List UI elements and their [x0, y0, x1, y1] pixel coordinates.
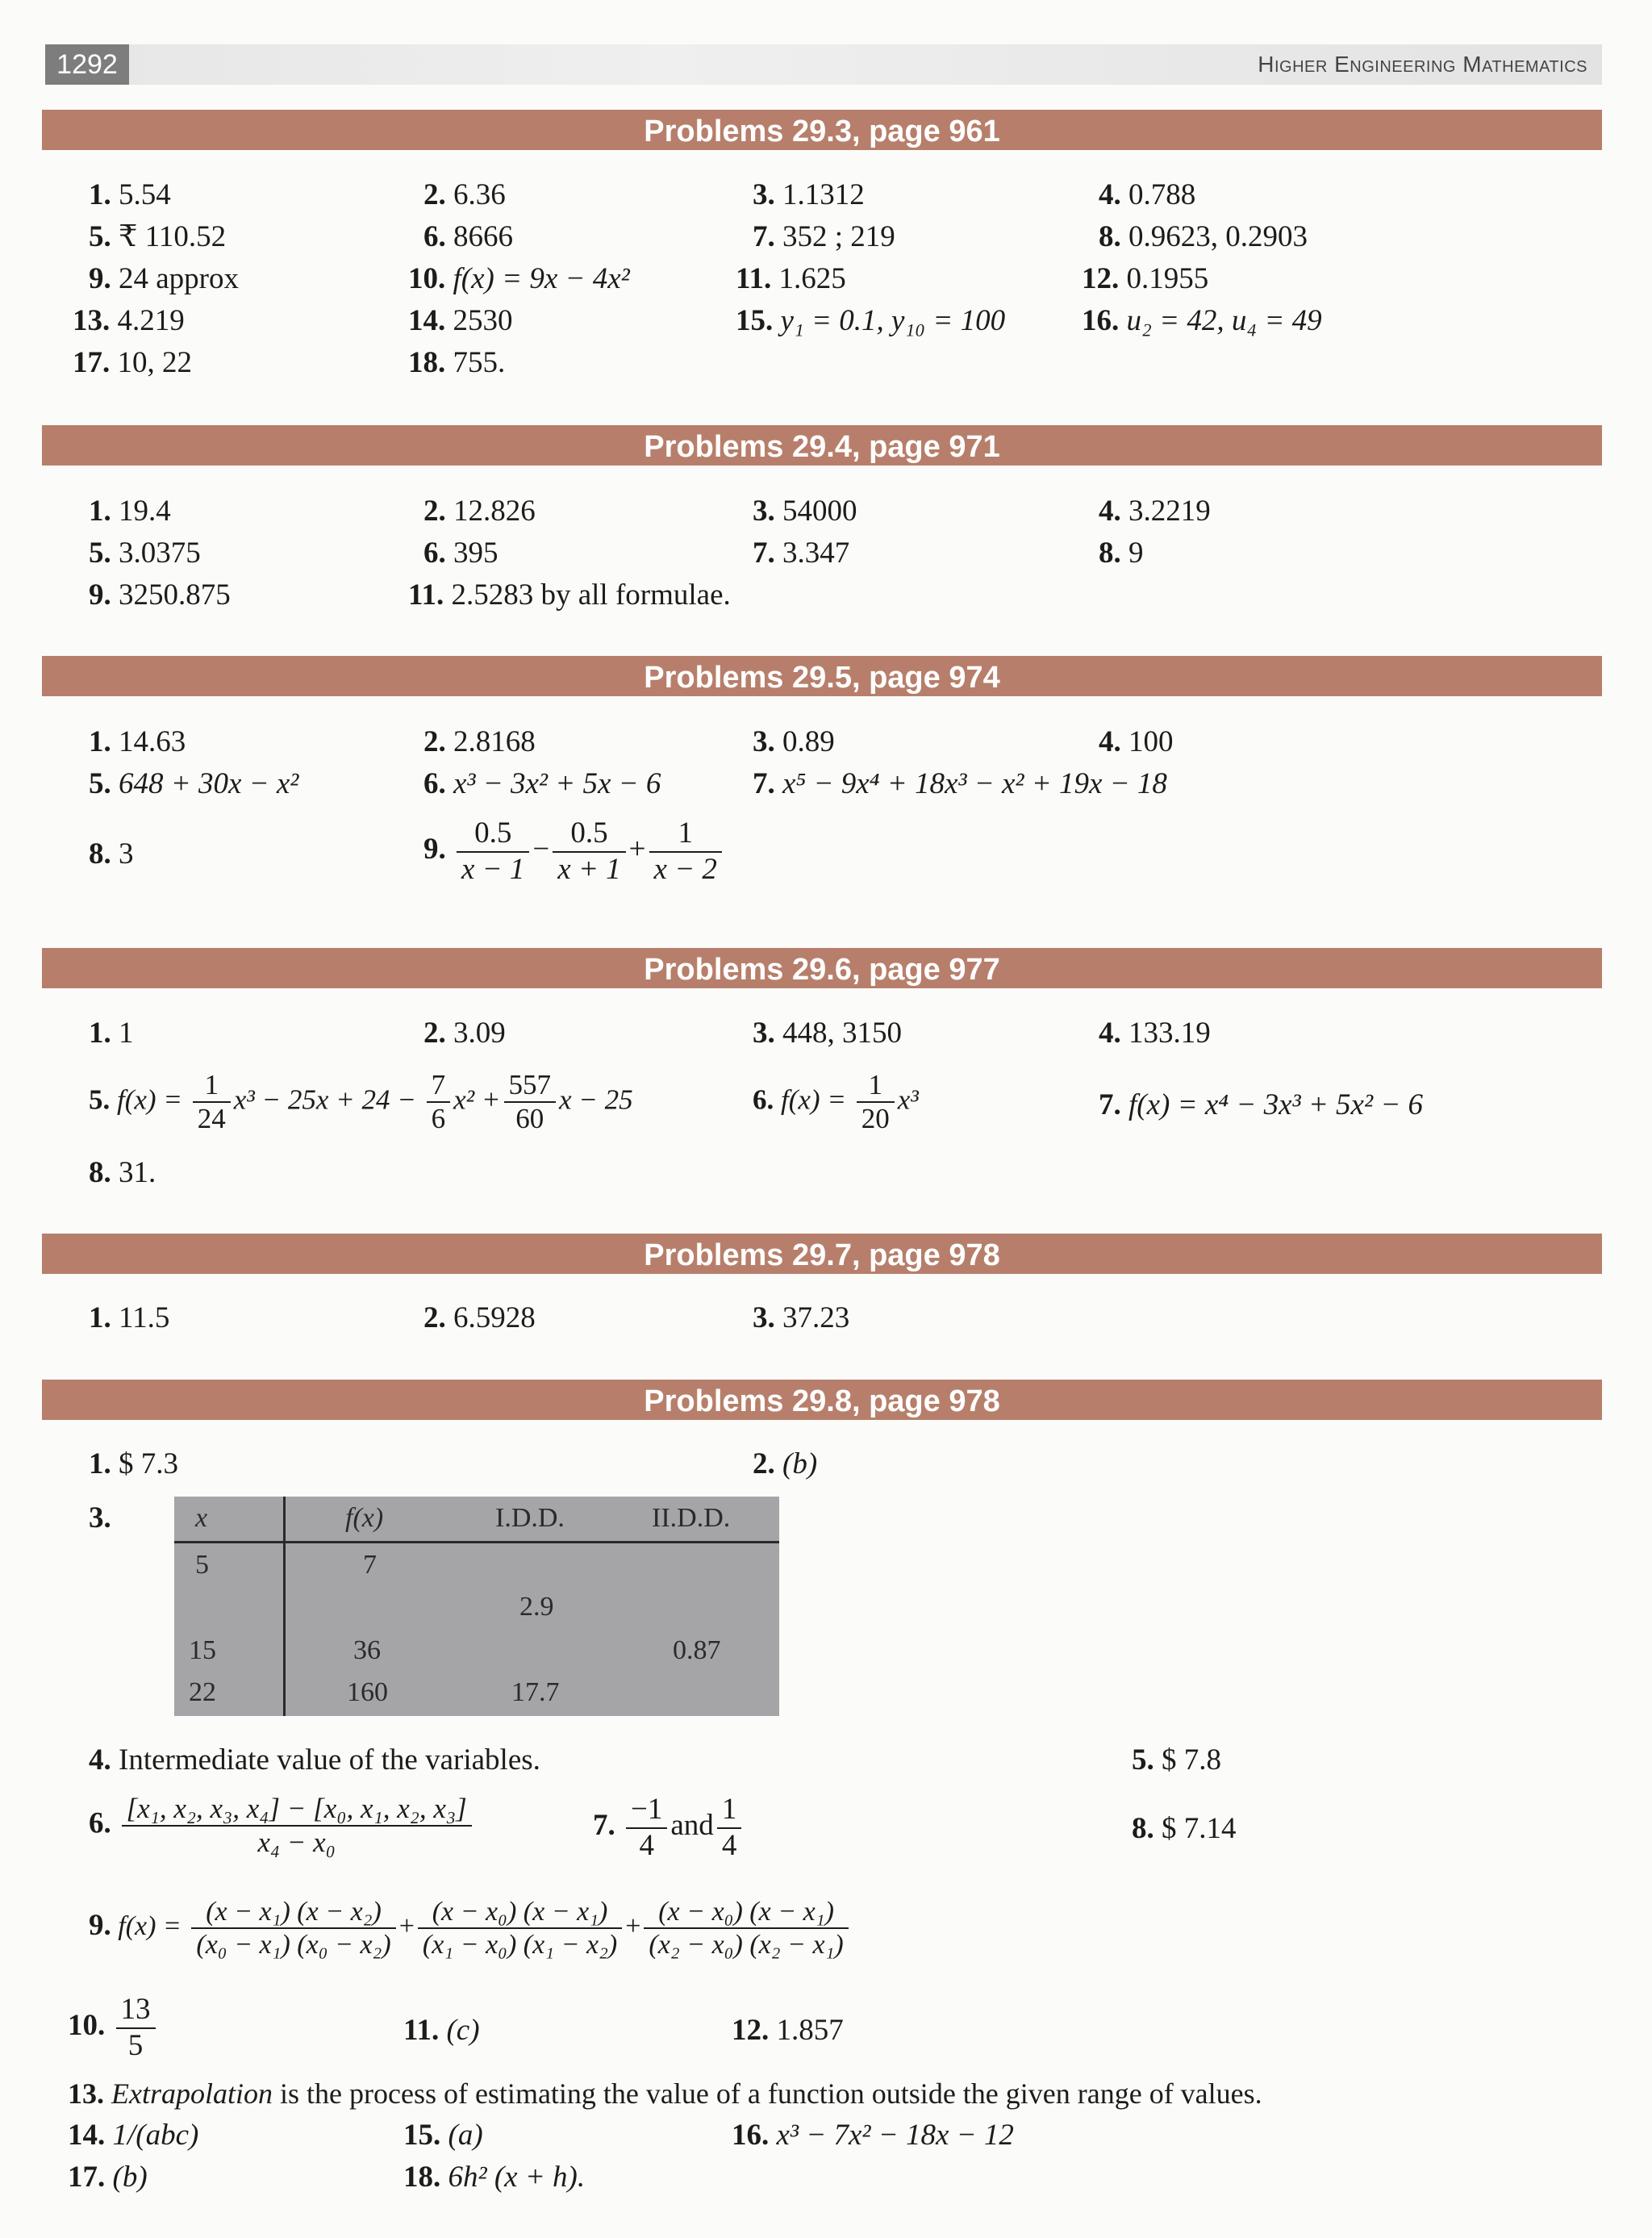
- fraction: $\frac{-1}{4}$: [626, 1793, 667, 1863]
- fraction: $\frac{13}{5}$: [116, 1993, 156, 2063]
- table-cell: 15: [189, 1635, 216, 1665]
- answer-29-8-1: 1. $ 7.3: [89, 1447, 178, 1480]
- answer-29-4-3: 3. 54000: [753, 495, 857, 528]
- answer-29-6-3: 3. 448, 3150: [753, 1017, 902, 1050]
- table-header: II.D.D.: [652, 1503, 731, 1533]
- answer-29-3-1: 1. 5.54: [89, 178, 171, 211]
- answer-29-5-1: 1. 14.63: [89, 725, 186, 758]
- answer-29-6-1: 1. 1: [89, 1017, 134, 1050]
- fraction: $\frac{0.5}{x - 1}$: [457, 816, 529, 887]
- table-cell: 5: [195, 1550, 209, 1580]
- table-cell: 22: [189, 1677, 216, 1707]
- answer-29-5-2: 2. 2.8168: [423, 725, 536, 758]
- answer-29-6-5: 5. f(x) = $\frac{1}{24}$ x³ − 25x + 24 − $\frac{7}{6}$ x² + $\frac{557}{60}$ x − 25: [89, 1069, 633, 1135]
- table-divider: [283, 1497, 286, 1716]
- answer-29-3-11: 11. 1.625: [736, 262, 846, 295]
- answer-29-4-7: 7. 3.347: [753, 537, 850, 570]
- answer-29-4-1: 1. 19.4: [89, 495, 171, 528]
- answer-29-8-13: 13. Extrapolation is the process of estimating the value of a function outside the given range of values.: [68, 2077, 1262, 2110]
- answer-29-8-15: 15. (a): [403, 2119, 483, 2152]
- table-header: f(x): [345, 1503, 384, 1533]
- answer-29-8-11: 11. (c): [403, 2014, 480, 2047]
- answer-29-4-2: 2. 12.826: [423, 495, 536, 528]
- answer-29-8-2: 2. (b): [753, 1447, 818, 1480]
- answer-29-7-2: 2. 6.5928: [423, 1301, 536, 1334]
- answer-29-8-17: 17. (b): [68, 2161, 148, 2194]
- section-heading-29-6: Problems 29.6, page 977: [42, 948, 1602, 988]
- table-header: I.D.D.: [495, 1503, 565, 1533]
- answer-29-8-3-label: 3.: [89, 1501, 111, 1534]
- answer-29-5-3: 3. 0.89: [753, 725, 835, 758]
- answer-29-8-16: 16. x³ − 7x² − 18x − 12: [732, 2119, 1014, 2152]
- answer-29-6-7: 7. f(x) = x⁴ − 3x³ + 5x² − 6: [1099, 1088, 1424, 1121]
- answer-29-8-7: 7. $\frac{-1}{4}$ and $\frac{1}{4}$: [593, 1793, 745, 1863]
- fraction: $\frac{\text{(x − x₀) (x − x₁)}}{\text{(x₂ − x₀) (x₂ − x₁)}}$: [644, 1896, 848, 1960]
- fraction: $\frac{\text{(x − x₀) (x − x₁)}}{\text{(x₁ − x₀) (x₁ − x₂)}}$: [418, 1896, 622, 1960]
- page-header: [45, 44, 1602, 85]
- answer-29-7-1: 1. 11.5: [89, 1301, 170, 1334]
- fraction: $\frac{\text{(x − x₁) (x − x₂)}}{\text{(x₀ − x₁) (x₀ − x₂)}}$: [191, 1896, 395, 1960]
- fraction: $\frac{1}{4}$: [717, 1793, 742, 1863]
- answer-29-8-12: 12. 1.857: [732, 2014, 844, 2047]
- fraction: $\frac{1}{24}$: [193, 1069, 231, 1136]
- answer-29-5-6: 6. x³ − 3x² + 5x − 6: [423, 767, 661, 800]
- answer-29-8-8: 8. $ 7.14: [1132, 1812, 1237, 1845]
- table-cell: 36: [353, 1635, 381, 1665]
- answer-29-6-2: 2. 3.09: [423, 1017, 506, 1050]
- book-title: Higher Engineering Mathematics: [1258, 52, 1587, 77]
- answer-29-3-18: 18. 755.: [408, 346, 506, 379]
- table-divider: [174, 1541, 779, 1543]
- answer-29-3-4: 4. 0.788: [1099, 178, 1196, 211]
- fraction: $\frac{\text{[x₁, x₂, x₃, x₄] − [x₀, x₁, x₂, x₃]}}{\text{x₄ − x₀}}$: [122, 1793, 472, 1860]
- answer-29-3-12: 12. 0.1955: [1082, 262, 1209, 295]
- table-cell: 7: [363, 1550, 377, 1580]
- section-heading-29-8: Problems 29.8, page 978: [42, 1380, 1602, 1420]
- answer-29-3-6: 6. 8666: [423, 220, 513, 253]
- answer-29-3-10: 10. f(x) = 9x − 4x²: [408, 262, 630, 295]
- answer-29-3-3: 3. 1.1312: [753, 178, 865, 211]
- answer-29-3-9: 9. 24 approx: [89, 262, 239, 295]
- answer-29-8-6: 6. $\frac{\text{[x₁, x₂, x₃, x₄] − [x₀, x₁, x₂, x₃]}}{\text{x₄ − x₀}}$: [89, 1793, 475, 1860]
- section-heading-29-5: Problems 29.5, page 974: [42, 656, 1602, 696]
- fraction: $\frac{1}{20}$: [857, 1069, 895, 1136]
- fraction: $\frac{7}{6}$: [427, 1069, 451, 1136]
- table-cell: 160: [347, 1677, 388, 1707]
- answer-29-4-5: 5. 3.0375: [89, 537, 201, 570]
- answer-29-4-4: 4. 3.2219: [1099, 495, 1211, 528]
- answer-29-5-7: 7. x⁵ − 9x⁴ + 18x³ − x² + 19x − 18: [753, 767, 1167, 800]
- table-header: x: [195, 1503, 208, 1533]
- answer-29-3-14: 14. 2530: [408, 304, 513, 337]
- answer-29-3-17: 17. 10, 22: [73, 346, 192, 379]
- answer-29-5-9: 9. $\frac{0.5}{x - 1}$ − $\frac{0.5}{x + 1}$ + $\frac{1}{x - 2}$: [423, 816, 725, 887]
- section-heading-29-4: Problems 29.4, page 971: [42, 425, 1602, 466]
- answer-29-4-9: 9. 3250.875: [89, 578, 231, 612]
- section-heading-29-3: Problems 29.3, page 961: [42, 110, 1602, 150]
- answer-29-3-8: 8. 0.9623, 0.2903: [1099, 220, 1308, 253]
- answer-29-3-2: 2. 6.36: [423, 178, 506, 211]
- section-heading-29-7: Problems 29.7, page 978: [42, 1234, 1602, 1274]
- answer-29-8-10: 10. $\frac{13}{5}$: [68, 1993, 159, 2063]
- answer-29-5-8: 8. 3: [89, 837, 134, 871]
- answer-29-5-4: 4. 100: [1099, 725, 1174, 758]
- answer-29-3-7: 7. 352 ; 219: [753, 220, 895, 253]
- page-number: 1292: [45, 44, 129, 85]
- answer-29-4-6: 6. 395: [423, 537, 499, 570]
- table-cell: 2.9: [519, 1592, 554, 1622]
- answer-29-3-16: 16. u₂ = 42, u₄ = 49: [1082, 304, 1322, 337]
- table-cell: 0.87: [673, 1635, 721, 1665]
- answer-29-3-5: 5. ₹ 110.52: [89, 220, 227, 253]
- answer-29-4-11: 11. 2.5283 by all formulae.: [408, 578, 731, 612]
- fraction: $\frac{1}{x - 2}$: [649, 816, 722, 887]
- answer-29-6-6: 6. f(x) = $\frac{1}{20}$ x³: [753, 1069, 919, 1135]
- answer-29-5-5: 5. 648 + 30x − x²: [89, 767, 299, 800]
- answer-29-8-4: 4. Intermediate value of the variables.: [89, 1743, 540, 1777]
- answer-29-8-14: 14. 1/(abc): [68, 2119, 199, 2152]
- answer-29-3-13: 13. 4.219: [73, 304, 185, 337]
- answer-29-6-8: 8. 31.: [89, 1156, 156, 1189]
- answer-29-4-8: 8. 9: [1099, 537, 1144, 570]
- answer-29-8-9: 9. f(x) = $\frac{\text{(x − x₁) (x − x₂)}}{\text{(x₀ − x₁) (x₀ − x₂)}}$ + $\frac{\text{(x − x₀) (x − x₁)}}{\text{(x₁ − x₀) (x₁ − x₂)}}$ + $\frac{\text{(x − x₀) (x − x₁)}}{\text{(x₂ − x₀) (x₂ − x₁)}}$: [89, 1896, 852, 1960]
- answer-29-3-15: 15. y₁ = 0.1, y₁₀ = 100: [736, 304, 1006, 337]
- answer-29-6-4: 4. 133.19: [1099, 1017, 1211, 1050]
- divided-difference-table: [174, 1497, 779, 1716]
- table-cell: 17.7: [511, 1677, 560, 1707]
- answer-29-8-18: 18. 6h² (x + h).: [403, 2161, 586, 2194]
- answer-29-8-5: 5. $ 7.8: [1132, 1743, 1221, 1777]
- fraction: $\frac{557}{60}$: [504, 1069, 557, 1136]
- fraction: $\frac{0.5}{x + 1}$: [553, 816, 625, 887]
- answer-29-7-3: 3. 37.23: [753, 1301, 850, 1334]
